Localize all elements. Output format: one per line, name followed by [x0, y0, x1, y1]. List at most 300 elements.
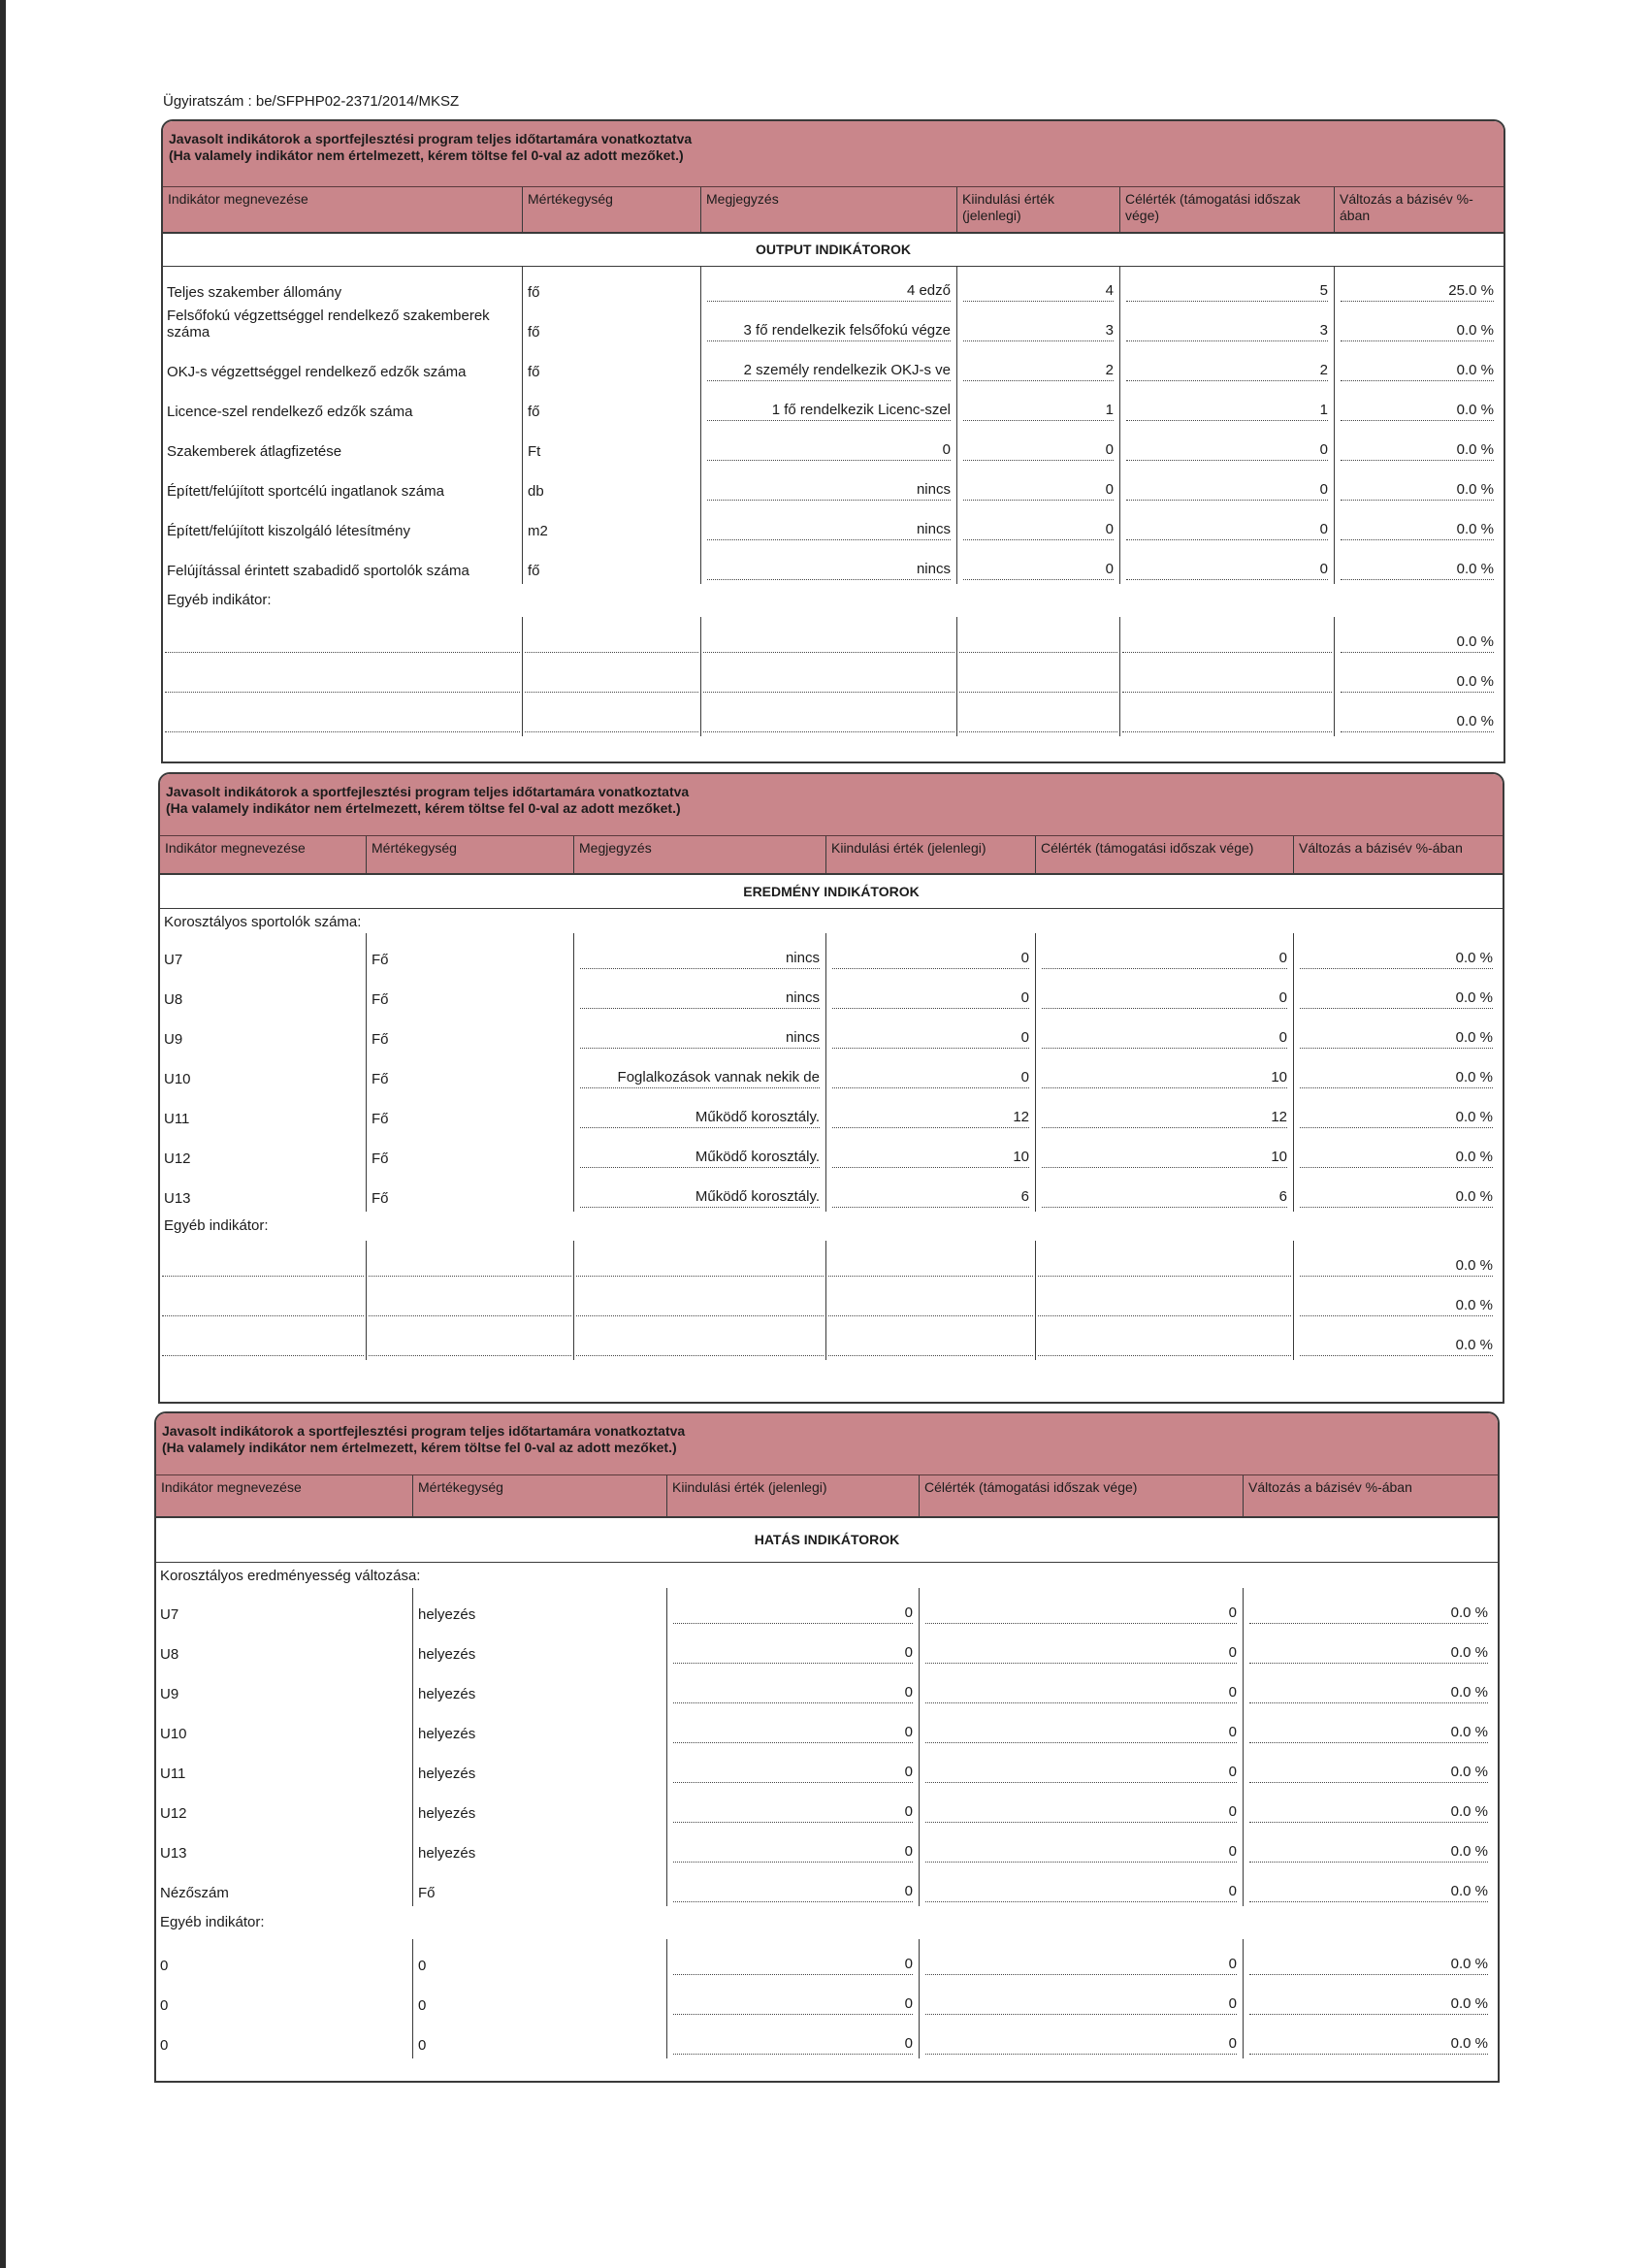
- base-value-field[interactable]: 0: [673, 1722, 913, 1743]
- unit: helyezés: [418, 1845, 476, 1862]
- base-value-field[interactable]: 0: [832, 1067, 1029, 1088]
- table-cell: [919, 1747, 1243, 1787]
- base-value-field[interactable]: 0: [673, 1603, 913, 1624]
- blank-field[interactable]: [1122, 632, 1332, 653]
- indicator-name: U8: [160, 1646, 179, 1663]
- table-cell: [522, 544, 700, 584]
- note-field[interactable]: nincs: [580, 988, 820, 1009]
- indicator-name: U13: [164, 1190, 191, 1207]
- base-value-field[interactable]: 12: [832, 1107, 1029, 1128]
- base-value-field[interactable]: 0: [832, 988, 1029, 1009]
- base-value-field[interactable]: 0: [673, 1993, 913, 2015]
- table-cell: [156, 1979, 412, 2019]
- table-row: [160, 1092, 1503, 1132]
- target-value-field[interactable]: 0: [1126, 559, 1328, 580]
- table-cell: [1119, 544, 1334, 584]
- table-row: [163, 425, 1504, 465]
- table-cell: [1035, 1241, 1293, 1280]
- unit: db: [528, 483, 544, 500]
- table-cell: [1243, 1827, 1494, 1866]
- table-cell: [666, 1827, 919, 1866]
- base-value-field[interactable]: 0: [963, 559, 1114, 580]
- base-value-field[interactable]: 0: [673, 1841, 913, 1863]
- table-cell: [163, 657, 522, 697]
- table-cell: [163, 544, 522, 584]
- note-field[interactable]: 1 fő rendelkezik Licenc-szel: [707, 400, 951, 421]
- blank-field[interactable]: [165, 632, 520, 653]
- blank-field[interactable]: [828, 1255, 1033, 1277]
- change-field[interactable]: 0.0 %: [1341, 320, 1494, 341]
- indicator-name: U13: [160, 1845, 187, 1862]
- change-field[interactable]: 0.0 %: [1341, 671, 1494, 693]
- change-field[interactable]: 0.0 %: [1249, 1841, 1488, 1863]
- target-value-field[interactable]: 0: [925, 2033, 1237, 2055]
- target-value-field[interactable]: 0: [925, 1841, 1237, 1863]
- blank-field[interactable]: [1038, 1335, 1291, 1356]
- target-value-field[interactable]: 0: [925, 1801, 1237, 1823]
- change-field[interactable]: 0.0 %: [1341, 711, 1494, 732]
- target-value-field[interactable]: 12: [1042, 1107, 1287, 1128]
- blank-field[interactable]: [369, 1295, 571, 1316]
- target-value-field[interactable]: 0: [925, 1954, 1237, 1975]
- unit: Fő: [372, 1190, 389, 1207]
- blank-field[interactable]: [1038, 1255, 1291, 1277]
- table-row: [163, 266, 1504, 306]
- blank-field[interactable]: [959, 671, 1117, 693]
- indicator-name: U9: [160, 1686, 179, 1702]
- table-cell: [919, 1827, 1243, 1866]
- unit: fő: [528, 563, 540, 579]
- table-cell: [573, 1280, 825, 1320]
- indicator-name: U10: [164, 1071, 191, 1087]
- note-field[interactable]: 4 edző: [707, 280, 951, 302]
- table-cell: [825, 1241, 1035, 1280]
- base-value-field[interactable]: 0: [963, 439, 1114, 461]
- table-row: [160, 973, 1503, 1013]
- other-indicator-row: [160, 1241, 1503, 1280]
- unit: 0: [418, 1997, 427, 2014]
- table-cell: [156, 1787, 412, 1827]
- table-cell: [366, 1280, 573, 1320]
- table-cell: [366, 1320, 573, 1360]
- note-field[interactable]: Működő korosztály.: [580, 1186, 820, 1208]
- table-cell: [1243, 1588, 1494, 1628]
- note-field[interactable]: nincs: [707, 479, 951, 501]
- table-cell: [1334, 504, 1500, 544]
- unit: 0: [418, 1958, 427, 1974]
- indicator-name: Licence-szel rendelkező edzők száma: [167, 404, 413, 420]
- target-value-field[interactable]: 3: [1126, 320, 1328, 341]
- table-cell: [1119, 617, 1334, 657]
- change-field[interactable]: 0.0 %: [1249, 1954, 1488, 1975]
- blank-field[interactable]: [959, 711, 1117, 732]
- table-cell: [1334, 385, 1500, 425]
- table-cell: [573, 1013, 825, 1053]
- table-cell: [666, 1866, 919, 1906]
- target-value-field[interactable]: 0: [925, 1682, 1237, 1703]
- target-value-field[interactable]: 10: [1042, 1147, 1287, 1168]
- change-field[interactable]: 0.0 %: [1300, 1255, 1493, 1277]
- table-cell: [573, 1172, 825, 1212]
- note-field[interactable]: Működő korosztály.: [580, 1107, 820, 1128]
- group-label: Korosztályos eredményesség változása:: [160, 1568, 421, 1584]
- table-row: [160, 1013, 1503, 1053]
- table-cell: [522, 617, 700, 657]
- column-header: Indikátor megnevezése: [165, 840, 306, 856]
- change-field[interactable]: 0.0 %: [1249, 1993, 1488, 2015]
- table-cell: [160, 1172, 366, 1212]
- blank-field[interactable]: [703, 632, 954, 653]
- other-indicator-row: [160, 1320, 1503, 1360]
- table-cell: [700, 697, 956, 736]
- change-field[interactable]: 0.0 %: [1249, 2033, 1488, 2055]
- change-field[interactable]: 0.0 %: [1341, 400, 1494, 421]
- table-cell: [412, 1979, 666, 2019]
- table-cell: [156, 2019, 412, 2058]
- column-header: Mértékegység: [366, 836, 573, 873]
- target-value-field[interactable]: 10: [1042, 1067, 1287, 1088]
- base-value-field[interactable]: 0: [963, 479, 1114, 501]
- target-value-field[interactable]: 0: [1126, 439, 1328, 461]
- note-field[interactable]: 0: [707, 439, 951, 461]
- table-cell: [412, 1628, 666, 1668]
- table-cell: [163, 504, 522, 544]
- table-cell: [825, 1280, 1035, 1320]
- table-cell: [366, 1132, 573, 1172]
- table-cell: [522, 385, 700, 425]
- base-value-field[interactable]: 3: [963, 320, 1114, 341]
- change-field[interactable]: 0.0 %: [1300, 1295, 1493, 1316]
- table-cell: [522, 266, 700, 306]
- table-cell: [366, 1172, 573, 1212]
- blank-field[interactable]: [1122, 671, 1332, 693]
- table-cell: [1293, 1092, 1499, 1132]
- table-cell: [919, 1707, 1243, 1747]
- table-cell: [160, 1241, 366, 1280]
- change-field[interactable]: 0.0 %: [1249, 1603, 1488, 1624]
- column-header: Változás a bázisév %-ában: [1243, 1475, 1494, 1516]
- table-cell: [1035, 1053, 1293, 1092]
- column-header: Kiindulási érték (jelenlegi): [956, 187, 1119, 232]
- change-field[interactable]: 0.0 %: [1341, 439, 1494, 461]
- blank-field[interactable]: [525, 671, 698, 693]
- table-cell: [573, 1092, 825, 1132]
- blank-field[interactable]: [525, 632, 698, 653]
- target-value-field[interactable]: 0: [1042, 988, 1287, 1009]
- table-cell: [366, 933, 573, 973]
- result-indicators-panel: [158, 772, 1504, 1404]
- table-cell: [1035, 1172, 1293, 1212]
- table-row: [163, 306, 1504, 345]
- table-cell: [700, 465, 956, 504]
- table-row: [156, 1787, 1498, 1827]
- change-field[interactable]: 0.0 %: [1341, 360, 1494, 381]
- indicator-name: U8: [164, 991, 183, 1008]
- table-cell: [919, 1668, 1243, 1707]
- table-cell: [825, 973, 1035, 1013]
- table-row: [160, 1053, 1503, 1092]
- unit: Fő: [372, 1071, 389, 1087]
- change-field[interactable]: 0.0 %: [1341, 479, 1494, 501]
- table-cell: [163, 385, 522, 425]
- blank-field[interactable]: [525, 711, 698, 732]
- note-field[interactable]: Foglalkozások vannak nekik de: [580, 1067, 820, 1088]
- table-cell: [1035, 1280, 1293, 1320]
- change-field[interactable]: 0.0 %: [1300, 1027, 1493, 1049]
- base-value-field[interactable]: 0: [963, 519, 1114, 540]
- target-value-field[interactable]: 0: [925, 1881, 1237, 1902]
- table-row: [160, 1132, 1503, 1172]
- change-field[interactable]: 0.0 %: [1341, 632, 1494, 653]
- base-value-field[interactable]: 0: [673, 1881, 913, 1902]
- table-cell: [1334, 657, 1500, 697]
- unit: fő: [528, 284, 540, 301]
- blank-field[interactable]: [703, 671, 954, 693]
- table-cell: [666, 1787, 919, 1827]
- base-value-field[interactable]: 0: [832, 1027, 1029, 1049]
- target-value-field[interactable]: 0: [1042, 1027, 1287, 1049]
- panel-header-line: (Ha valamely indikátor nem értelmezett, kérem töltse fel 0-val az adott mezőket.): [169, 147, 684, 163]
- table-cell: [700, 266, 956, 306]
- blank-field[interactable]: [162, 1255, 364, 1277]
- target-value-field[interactable]: 0: [1042, 948, 1287, 969]
- column-header: Célérték (támogatási időszak vége): [1119, 187, 1334, 232]
- unit: helyezés: [418, 1726, 476, 1742]
- note-field[interactable]: 2 személy rendelkezik OKJ-s ve: [707, 360, 951, 381]
- table-cell: [1119, 385, 1334, 425]
- unit: Fő: [418, 1885, 436, 1901]
- table-cell: [1119, 266, 1334, 306]
- table-cell: [1293, 1320, 1499, 1360]
- table-cell: [1293, 1172, 1499, 1212]
- change-field[interactable]: 0.0 %: [1249, 1801, 1488, 1823]
- change-field[interactable]: 0.0 %: [1249, 1722, 1488, 1743]
- column-header-row: [156, 1475, 1498, 1518]
- indicator-name: Felsőfokú végzettséggel rendelkező szakemberek száma: [167, 308, 490, 340]
- base-value-field[interactable]: 0: [832, 948, 1029, 969]
- change-field[interactable]: 0.0 %: [1300, 1186, 1493, 1208]
- base-value-field[interactable]: 10: [832, 1147, 1029, 1168]
- table-cell: [1119, 697, 1334, 736]
- blank-field[interactable]: [165, 671, 520, 693]
- section-title: HATÁS INDIKÁTOROK: [156, 1518, 1498, 1563]
- unit: helyezés: [418, 1686, 476, 1702]
- blank-field[interactable]: [1122, 711, 1332, 732]
- column-header: Változás a bázisév %-ában: [1334, 187, 1500, 232]
- unit: Fő: [372, 991, 389, 1008]
- table-cell: [666, 1939, 919, 1979]
- table-cell: [919, 1979, 1243, 2019]
- table-cell: [1293, 1241, 1499, 1280]
- table-cell: [666, 1628, 919, 1668]
- column-header-row: [163, 187, 1504, 234]
- output-indicators-panel: [161, 119, 1505, 763]
- change-field[interactable]: 0.0 %: [1249, 1682, 1488, 1703]
- blank-field[interactable]: [369, 1335, 571, 1356]
- base-value-field[interactable]: 0: [673, 1682, 913, 1703]
- note-field[interactable]: Működő korosztály.: [580, 1147, 820, 1168]
- indicator-name: Felújítással érintett szabadidő sportolók száma: [167, 563, 469, 579]
- unit: Fő: [372, 1031, 389, 1048]
- indicator-name: Teljes szakember állomány: [167, 284, 342, 301]
- column-header: Mértékegység: [412, 1475, 666, 1516]
- table-cell: [666, 1668, 919, 1707]
- table-cell: [1334, 345, 1500, 385]
- target-value-field[interactable]: 6: [1042, 1186, 1287, 1208]
- note-field[interactable]: nincs: [707, 559, 951, 580]
- table-cell: [1035, 973, 1293, 1013]
- table-row: [156, 1707, 1498, 1747]
- table-cell: [1293, 1013, 1499, 1053]
- table-cell: [666, 1747, 919, 1787]
- base-value-field[interactable]: 6: [832, 1186, 1029, 1208]
- note-field[interactable]: nincs: [707, 519, 951, 540]
- other-indicator-row: [163, 657, 1504, 697]
- unit: helyezés: [418, 1646, 476, 1663]
- table-cell: [156, 1939, 412, 1979]
- target-value-field[interactable]: 0: [925, 1722, 1237, 1743]
- change-field[interactable]: 0.0 %: [1341, 559, 1494, 580]
- note-field[interactable]: 3 fő rendelkezik felsőfokú végze: [707, 320, 951, 341]
- table-cell: [160, 1132, 366, 1172]
- table-cell: [666, 2019, 919, 2058]
- change-field[interactable]: 0.0 %: [1300, 1107, 1493, 1128]
- other-indicator-row: [160, 1280, 1503, 1320]
- table-cell: [1243, 1668, 1494, 1707]
- panel-header-line: Javasolt indikátorok a sportfejlesztési program teljes időtartamára vonatkoztatva: [166, 784, 690, 799]
- blank-field[interactable]: [369, 1255, 571, 1277]
- blank-field[interactable]: [576, 1295, 824, 1316]
- blank-field[interactable]: [1038, 1295, 1291, 1316]
- table-cell: [919, 1787, 1243, 1827]
- base-value-field[interactable]: 0: [673, 2033, 913, 2055]
- table-cell: [700, 345, 956, 385]
- blank-field[interactable]: [165, 711, 520, 732]
- table-cell: [522, 465, 700, 504]
- target-value-field[interactable]: 0: [925, 1603, 1237, 1624]
- indicator-name: U11: [160, 1766, 186, 1782]
- table-cell: [160, 973, 366, 1013]
- table-cell: [700, 617, 956, 657]
- base-value-field[interactable]: 4: [963, 280, 1114, 302]
- table-cell: [956, 425, 1119, 465]
- table-cell: [160, 933, 366, 973]
- table-cell: [666, 1979, 919, 2019]
- blank-field[interactable]: [162, 1335, 364, 1356]
- base-value-field[interactable]: 2: [963, 360, 1114, 381]
- table-cell: [156, 1866, 412, 1906]
- change-field[interactable]: 25.0 %: [1341, 280, 1494, 302]
- change-field[interactable]: 0.0 %: [1300, 1147, 1493, 1168]
- unit: Ft: [528, 443, 541, 460]
- target-value-field[interactable]: 0: [925, 1762, 1237, 1783]
- other-indicator-row: [156, 1939, 1498, 1979]
- blank-field[interactable]: [576, 1335, 824, 1356]
- note-field[interactable]: nincs: [580, 1027, 820, 1049]
- table-row: [163, 504, 1504, 544]
- table-row: [163, 465, 1504, 504]
- blank-field[interactable]: [576, 1255, 824, 1277]
- column-header: Mértékegység: [522, 187, 700, 232]
- table-cell: [522, 697, 700, 736]
- table-cell: [700, 657, 956, 697]
- table-cell: [1243, 1979, 1494, 2019]
- table-cell: [412, 1668, 666, 1707]
- blank-field[interactable]: [703, 711, 954, 732]
- column-header: Indikátor megnevezése: [168, 191, 308, 207]
- note-field[interactable]: nincs: [580, 948, 820, 969]
- change-field[interactable]: 0.0 %: [1300, 1067, 1493, 1088]
- table-cell: [1119, 425, 1334, 465]
- indicator-name: Épített/felújított sportcélú ingatlanok száma: [167, 483, 444, 500]
- column-header-row: [160, 836, 1503, 875]
- table-cell: [956, 697, 1119, 736]
- table-row: [156, 1588, 1498, 1628]
- table-cell: [366, 1241, 573, 1280]
- table-cell: [956, 306, 1119, 345]
- table-cell: [522, 425, 700, 465]
- change-field[interactable]: 0.0 %: [1300, 1335, 1493, 1356]
- indicator-name: U11: [164, 1111, 190, 1127]
- other-indicator-label: Egyéb indikátor:: [164, 1217, 269, 1234]
- table-cell: [1293, 973, 1499, 1013]
- change-field[interactable]: 0.0 %: [1300, 988, 1493, 1009]
- column-header: Megjegyzés: [700, 187, 956, 232]
- base-value-field[interactable]: 0: [673, 1954, 913, 1975]
- column-header: Indikátor megnevezése: [161, 1479, 302, 1495]
- table-cell: [1035, 1013, 1293, 1053]
- table-cell: [522, 306, 700, 345]
- blank-field[interactable]: [828, 1335, 1033, 1356]
- target-value-field[interactable]: 2: [1126, 360, 1328, 381]
- base-value-field[interactable]: 0: [673, 1801, 913, 1823]
- table-cell: [573, 1320, 825, 1360]
- table-row: [156, 1827, 1498, 1866]
- change-field[interactable]: 0.0 %: [1300, 948, 1493, 969]
- table-cell: [160, 1092, 366, 1132]
- base-value-field[interactable]: 0: [673, 1762, 913, 1783]
- change-field[interactable]: 0.0 %: [1249, 1762, 1488, 1783]
- target-value-field[interactable]: 1: [1126, 400, 1328, 421]
- blank-field[interactable]: [828, 1295, 1033, 1316]
- table-cell: [1035, 1320, 1293, 1360]
- table-cell: [160, 1013, 366, 1053]
- target-value-field[interactable]: 5: [1126, 280, 1328, 302]
- table-row: [163, 345, 1504, 385]
- blank-field[interactable]: [162, 1295, 364, 1316]
- base-value-field[interactable]: 0: [673, 1642, 913, 1664]
- table-cell: [700, 425, 956, 465]
- change-field[interactable]: 0.0 %: [1249, 1881, 1488, 1902]
- unit: Fő: [372, 952, 389, 968]
- unit: fő: [528, 404, 540, 420]
- target-value-field[interactable]: 0: [925, 1993, 1237, 2015]
- table-cell: [412, 1939, 666, 1979]
- table-cell: [1119, 504, 1334, 544]
- table-cell: [1035, 1092, 1293, 1132]
- blank-field[interactable]: [959, 632, 1117, 653]
- base-value-field[interactable]: 1: [963, 400, 1114, 421]
- panel-header-line: (Ha valamely indikátor nem értelmezett, kérem töltse fel 0-val az adott mezőket.): [162, 1440, 677, 1455]
- change-field[interactable]: 0.0 %: [1341, 519, 1494, 540]
- change-field[interactable]: 0.0 %: [1249, 1642, 1488, 1664]
- target-value-field[interactable]: 0: [925, 1642, 1237, 1664]
- target-value-field[interactable]: 0: [1126, 479, 1328, 501]
- target-value-field[interactable]: 0: [1126, 519, 1328, 540]
- table-cell: [412, 1787, 666, 1827]
- panel-header-line: Javasolt indikátorok a sportfejlesztési program teljes időtartamára vonatkoztatva: [162, 1423, 686, 1439]
- table-row: [156, 1747, 1498, 1787]
